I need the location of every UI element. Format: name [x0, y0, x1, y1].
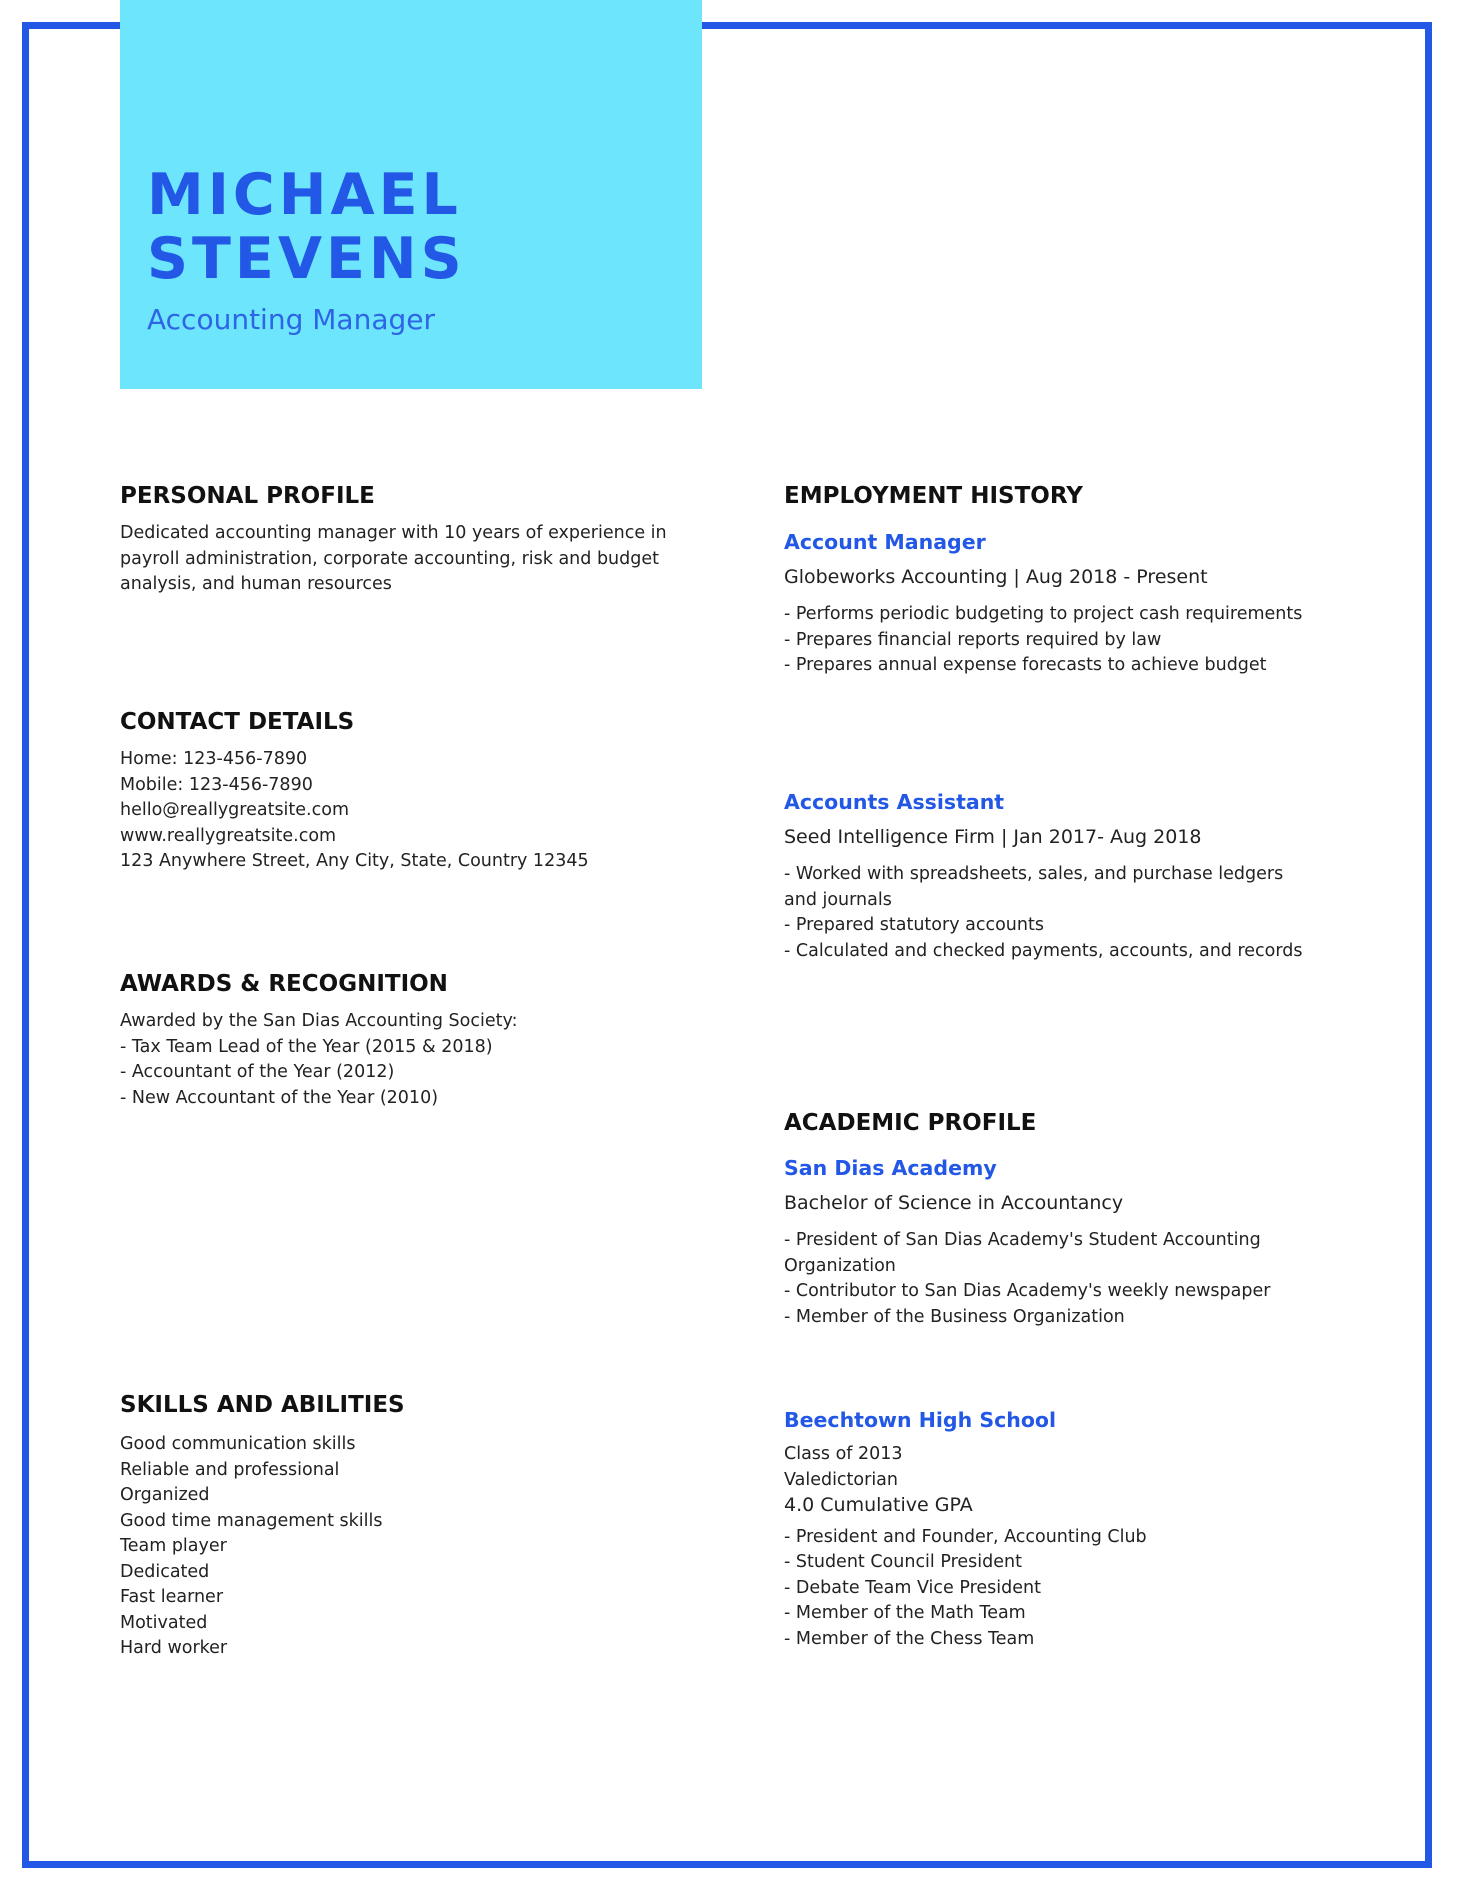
skills-heading: SKILLS AND ABILITIES: [120, 1392, 405, 1418]
job-bullets-2: [784, 913, 1324, 964]
list-item: Organized: [120, 1485, 210, 1505]
list-item: Fast learner: [120, 1587, 224, 1607]
contact-mobile: Mobile: 123-456-7890: [120, 774, 313, 795]
list-item: Class of 2013: [784, 1444, 903, 1464]
job-meta-2: Seed Intelligence Firm | Jan 2017- Aug 2018: [784, 826, 1202, 848]
list-item: - Calculated and checked payments, accounts, and records: [784, 940, 1303, 961]
personal-profile-section: [120, 483, 680, 598]
contact-email[interactable]: hello@reallygreatsite.com: [120, 800, 349, 820]
list-item: - Prepared statutory accounts: [784, 915, 1044, 935]
list-item: - Student Council President: [784, 1552, 1022, 1572]
contact-list: [120, 747, 589, 875]
list-item: - Accountant of the Year (2012): [120, 1062, 395, 1082]
school-san-dias: [784, 1156, 1324, 1330]
awards-section: [120, 971, 517, 1111]
job-account-manager: [784, 530, 1324, 679]
school-bullet-wrapped: - President of San Dias Academy's Student Accounting Organization: [784, 1230, 1261, 1276]
personal-profile-text: Dedicated accounting manager with 10 years of experience in payroll administration, corporate accounting, risk and budget analysis, and human resources: [120, 523, 667, 594]
job-bullets-1: [784, 602, 1324, 679]
contact-home: Home: 123-456-7890: [120, 749, 308, 769]
list-item: 4.0 Cumulative GPA: [784, 1494, 973, 1516]
name-first: MICHAEL: [147, 162, 462, 228]
school-name-1: San Dias Academy: [784, 1156, 997, 1180]
list-item: - Member of the Business Organization: [784, 1306, 1125, 1327]
list-item: Reliable and professional: [120, 1459, 340, 1480]
academic-section: [784, 1110, 1324, 1136]
list-item: - Prepares financial reports required by law: [784, 629, 1162, 650]
skills-section: [120, 1392, 405, 1662]
employment-section: [784, 483, 1324, 509]
contact-website[interactable]: www.reallygreatsite.com: [120, 825, 337, 846]
skills-list: [120, 1432, 405, 1662]
list-item: - Tax Team Lead of the Year (2015 & 2018): [120, 1036, 493, 1057]
school-beechtown: [784, 1408, 1324, 1652]
list-item: Motivated: [120, 1612, 208, 1633]
list-item: - Prepares annual expense forecasts to achieve budget: [784, 655, 1267, 675]
job-accounts-assistant: [784, 790, 1324, 964]
academic-heading: ACADEMIC PROFILE: [784, 1110, 1037, 1136]
list-item: Awarded by the San Dias Accounting Society:: [120, 1011, 518, 1031]
list-item: - Performs periodic budgeting to project cash requirements: [784, 604, 1303, 624]
list-item: Good communication skills: [120, 1434, 356, 1454]
school-degree-1: Bachelor of Science in Accountancy: [784, 1192, 1124, 1214]
list-item: - Debate Team Vice President: [784, 1577, 1041, 1598]
job-bullet-wrapped: - Worked with spreadsheets, sales, and purchase ledgers and journals: [784, 864, 1284, 910]
job-title-1: Account Manager: [784, 530, 986, 554]
list-item: - President and Founder, Accounting Club: [784, 1526, 1147, 1547]
school-meta-2: [784, 1442, 1324, 1519]
list-item: - New Accountant of the Year (2010): [120, 1087, 439, 1108]
awards-heading: AWARDS & RECOGNITION: [120, 971, 448, 997]
employment-heading: EMPLOYMENT HISTORY: [784, 483, 1083, 509]
contact-address: 123 Anywhere Street, Any City, State, Country 12345: [120, 851, 589, 871]
name-last: STEVENS: [147, 226, 466, 292]
job-meta-1: Globeworks Accounting | Aug 2018 - Present: [784, 566, 1208, 588]
list-item: - Member of the Chess Team: [784, 1628, 1035, 1649]
school-bullets-1: [784, 1279, 1324, 1330]
list-item: Team player: [120, 1536, 227, 1556]
list-item: Good time management skills: [120, 1510, 383, 1531]
school-bullets-2: [784, 1525, 1324, 1653]
list-item: Valedictorian: [784, 1469, 898, 1490]
list-item: Hard worker: [120, 1638, 228, 1658]
list-item: Dedicated: [120, 1561, 210, 1582]
job-title: Accounting Manager: [147, 303, 435, 336]
school-name-2: Beechtown High School: [784, 1408, 1057, 1432]
contact-section: [120, 709, 589, 875]
list-item: - Contributor to San Dias Academy's weekly newspaper: [784, 1281, 1271, 1301]
personal-profile-heading: PERSONAL PROFILE: [120, 483, 375, 509]
contact-heading: CONTACT DETAILS: [120, 709, 355, 735]
list-item: - Member of the Math Team: [784, 1603, 1026, 1623]
job-title-2: Accounts Assistant: [784, 790, 1005, 814]
awards-list: [120, 1009, 517, 1111]
